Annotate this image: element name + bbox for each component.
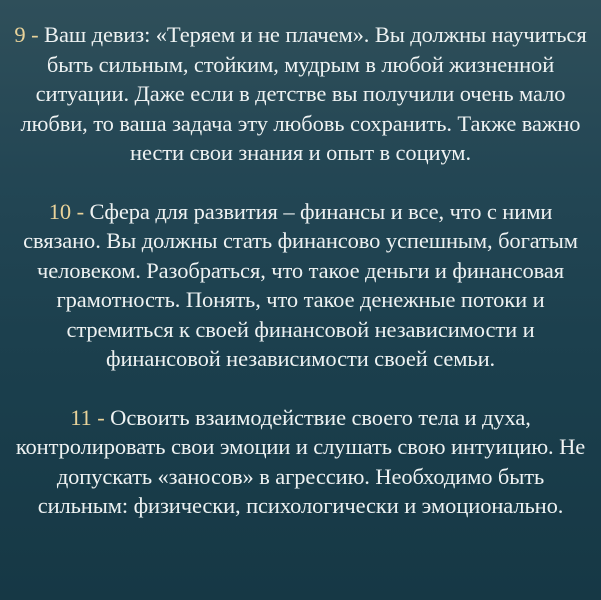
paragraph-9 <box>14 20 587 168</box>
paragraph-text: Сфера для развития – финансы и все, что с ними связано. Вы должны стать финансово успешным, богатым человеком. Разобраться, что такое деньги и финансовая грамотность. Понять, что такое денежные потоки и стремиться к своей финансовой независимости и финансовой независимости своей семьи. <box>23 198 578 371</box>
separator: - <box>97 404 105 430</box>
separator: - <box>31 22 39 47</box>
paragraph-text: Ваш девиз: «Теряем и не плачем». Вы должны научиться быть сильным, стойким, мудрым в любой жизненной ситуации. Даже если в детстве вы получили очень мало любви, то ваша задача эту любовь сохранить. Также важно нести свои знания и опыт в социум. <box>20 22 587 165</box>
paragraph-11 <box>14 403 587 521</box>
paragraph-text: Освоить взаимодействие своего тела и духа, контролировать свои эмоции и слушать свою интуицию. Не допускать «заносов» в агрессию. Необходимо быть сильным: физически, психологически и эмоционально. <box>15 404 586 518</box>
paragraph-number: 10 <box>48 198 72 224</box>
paragraph-10 <box>14 197 587 374</box>
paragraph-number: 11 <box>70 404 92 430</box>
separator: - <box>76 198 84 224</box>
paragraph-number: 9 <box>14 22 26 47</box>
